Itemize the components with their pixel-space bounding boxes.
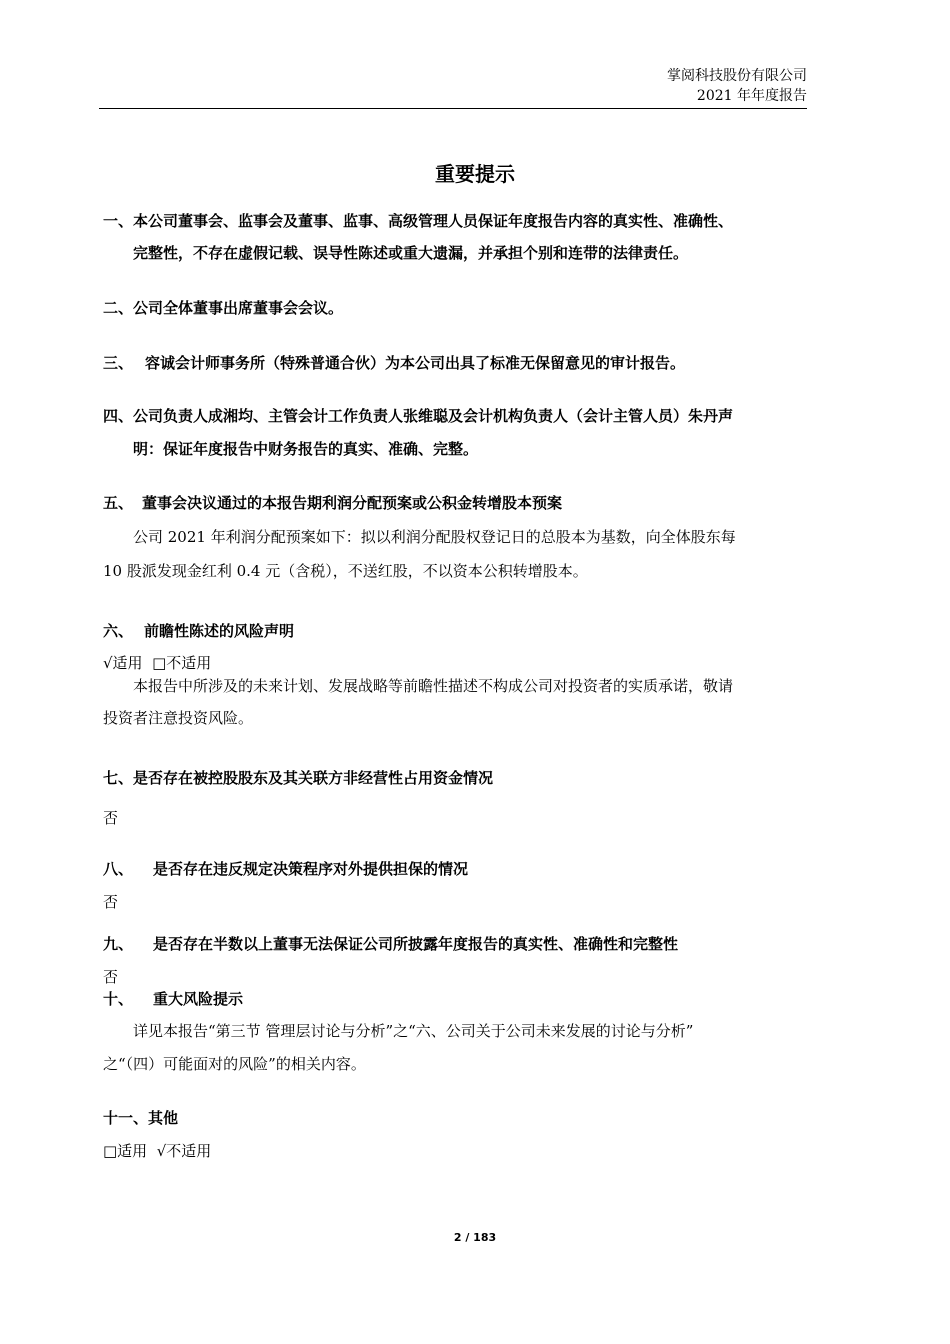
item3-text: 容诚会计师事务所（特殊普通合伙）为本公司出具了标准无保留意见的审计报告。 xyxy=(145,354,686,372)
item5-number: 五、 xyxy=(103,494,134,512)
item10-body-line2: 之“（四）可能面对的风险”的相关内容。 xyxy=(103,1055,366,1073)
item11-applicability: □适用 √不适用 xyxy=(103,1142,212,1160)
running-header xyxy=(667,66,807,106)
item10-body-line1: 详见本报告“第三节 管理层讨论与分析”之“六、公司关于公司未来发展的讨论与分析” xyxy=(133,1022,694,1040)
item3-number: 三、 xyxy=(103,354,134,372)
item5-body-line2: 10 股派发现金红利 0.4 元（含税），不送红股，不以资本公积转增股本。 xyxy=(103,562,588,580)
header-divider xyxy=(99,108,807,109)
item5-title: 董事会决议通过的本报告期利润分配预案或公积金转增股本预案 xyxy=(142,494,563,512)
item7-title: 七、是否存在被控股股东及其关联方非经营性占用资金情况 xyxy=(103,769,494,787)
item7-answer: 否 xyxy=(103,809,119,827)
header-report-title: 2021 年年度报告 xyxy=(696,88,807,104)
item6-title: 前瞻性陈述的风险声明 xyxy=(144,622,295,640)
item8-title: 是否存在违反规定决策程序对外提供担保的情况 xyxy=(153,860,469,878)
item11-title: 十一、其他 xyxy=(103,1109,179,1127)
item2: 二、公司全体董事出席董事会会议。 xyxy=(103,299,344,317)
header-company: 掌阅科技股份有限公司 xyxy=(667,68,807,84)
item6-applicability: √适用 □不适用 xyxy=(103,654,212,672)
item1-line2: 完整性，不存在虚假记载、误导性陈述或重大遗漏，并承担个别和连带的法律责任。 xyxy=(133,244,689,262)
item10-title: 重大风险提示 xyxy=(153,990,244,1008)
item9-answer: 否 xyxy=(103,968,119,986)
page-number: 2 / 183 xyxy=(453,1231,497,1244)
item6-body-line2: 投资者注意投资风险。 xyxy=(103,709,254,727)
item4-line2: 明：保证年度报告中财务报告的真实、准确、完整。 xyxy=(133,440,479,458)
item9-number: 九、 xyxy=(103,935,134,953)
item5-body-line1: 公司 2021 年利润分配预案如下：拟以利润分配股权登记日的总股本为基数，向全体股东每 xyxy=(133,528,736,546)
item4-line1: 四、公司负责人成湘均、主管会计工作负责人张维聪及会计机构负责人（会计主管人员）朱丹声 xyxy=(103,407,734,425)
item1-line1: 一、本公司董事会、监事会及董事、监事、高级管理人员保证年度报告内容的真实性、准确性、 xyxy=(103,212,734,230)
item9-title: 是否存在半数以上董事无法保证公司所披露年度报告的真实性、准确性和完整性 xyxy=(153,935,679,953)
item6-number: 六、 xyxy=(103,622,134,640)
item10-number: 十、 xyxy=(103,990,134,1008)
item8-answer: 否 xyxy=(103,893,119,911)
item8-number: 八、 xyxy=(103,860,134,878)
page-title: 重要提示 xyxy=(435,162,515,186)
item6-body-line1: 本报告中所涉及的未来计划、发展战略等前瞻性描述不构成公司对投资者的实质承诺，敬请 xyxy=(133,677,734,695)
